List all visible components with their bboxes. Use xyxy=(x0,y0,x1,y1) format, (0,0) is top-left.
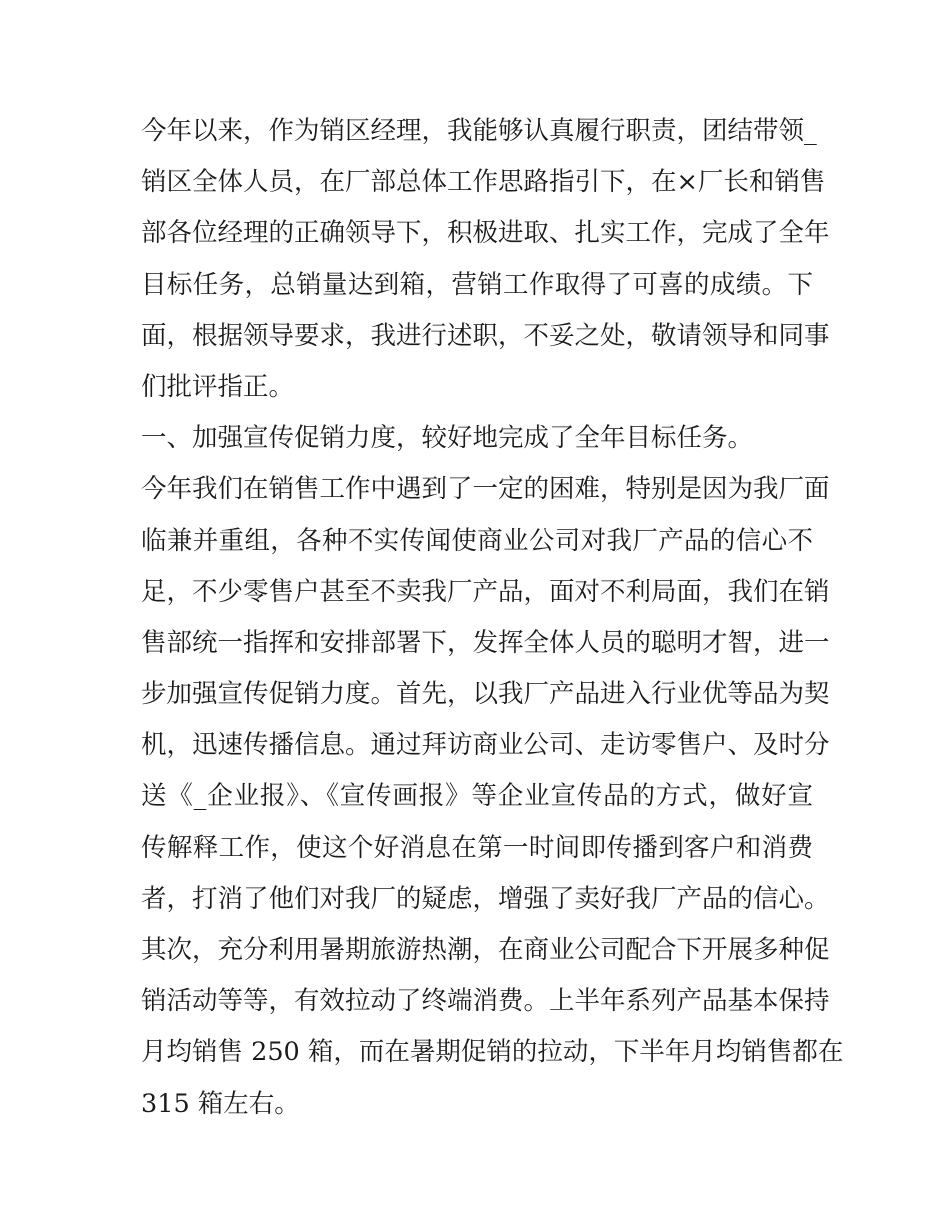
text-line-14: 送《_企业报》、《宣传画报》等企业宣传品的方式，做好宣 xyxy=(141,781,813,812)
text-line-1: 今年以来，作为销区经理，我能够认真履行职责，团结带领_ xyxy=(141,116,817,146)
section-heading-1: 一、加强宣传促销力度，较好地完成了全年目标任务。 xyxy=(141,423,754,454)
text-line-15: 传解释工作，使这个好消息在第一时间即传播到客户和消费 xyxy=(141,832,813,863)
text-line-3: 部各位经理的正确领导下，积极进取、扎实工作，完成了全年 xyxy=(141,218,830,249)
text-line-18: 销活动等等，有效拉动了终端消费。上半年系列产品基本保持 xyxy=(141,986,830,1017)
text-line-12: 步加强宣传促销力度。首先，以我厂产品进入行业优等品为契 xyxy=(141,679,830,710)
text-line-8: 今年我们在销售工作中遇到了一定的困难，特别是因为我厂面 xyxy=(141,474,830,505)
text-line-2: 销区全体人员，在厂部总体工作思路指引下，在×厂长和销售 xyxy=(141,167,826,198)
body-text xyxy=(141,106,844,1130)
text-line-20: 315 箱左右。 xyxy=(141,1088,300,1119)
text-line-13: 机，迅速传播信息。通过拜访商业公司、走访零售户、及时分 xyxy=(141,730,830,761)
text-line-6: 们批评指正。 xyxy=(141,371,295,402)
text-line-19: 月均销售 250 箱，而在暑期促销的拉动，下半年月均销售都在 xyxy=(141,1037,844,1068)
text-line-9: 临兼并重组，各种不实传闻使商业公司对我厂产品的信心不 xyxy=(141,525,813,556)
text-line-17: 其次，充分利用暑期旅游热潮，在商业公司配合下开展多种促 xyxy=(141,935,830,965)
text-line-16: 者，打消了他们对我厂的疑虑，增强了卖好我厂产品的信心。 xyxy=(141,883,830,914)
text-line-5: 面，根据领导要求，我进行述职，不妥之处，敬请领导和同事 xyxy=(141,320,830,351)
text-line-10: 足，不少零售户甚至不卖我厂产品，面对不利局面，我们在销 xyxy=(141,576,830,607)
text-line-11: 售部统一指挥和安排部署下，发挥全体人员的聪明才智，进一 xyxy=(141,627,830,658)
text-line-4: 目标任务，总销量达到箱，营销工作取得了可喜的成绩。下 xyxy=(141,269,813,300)
